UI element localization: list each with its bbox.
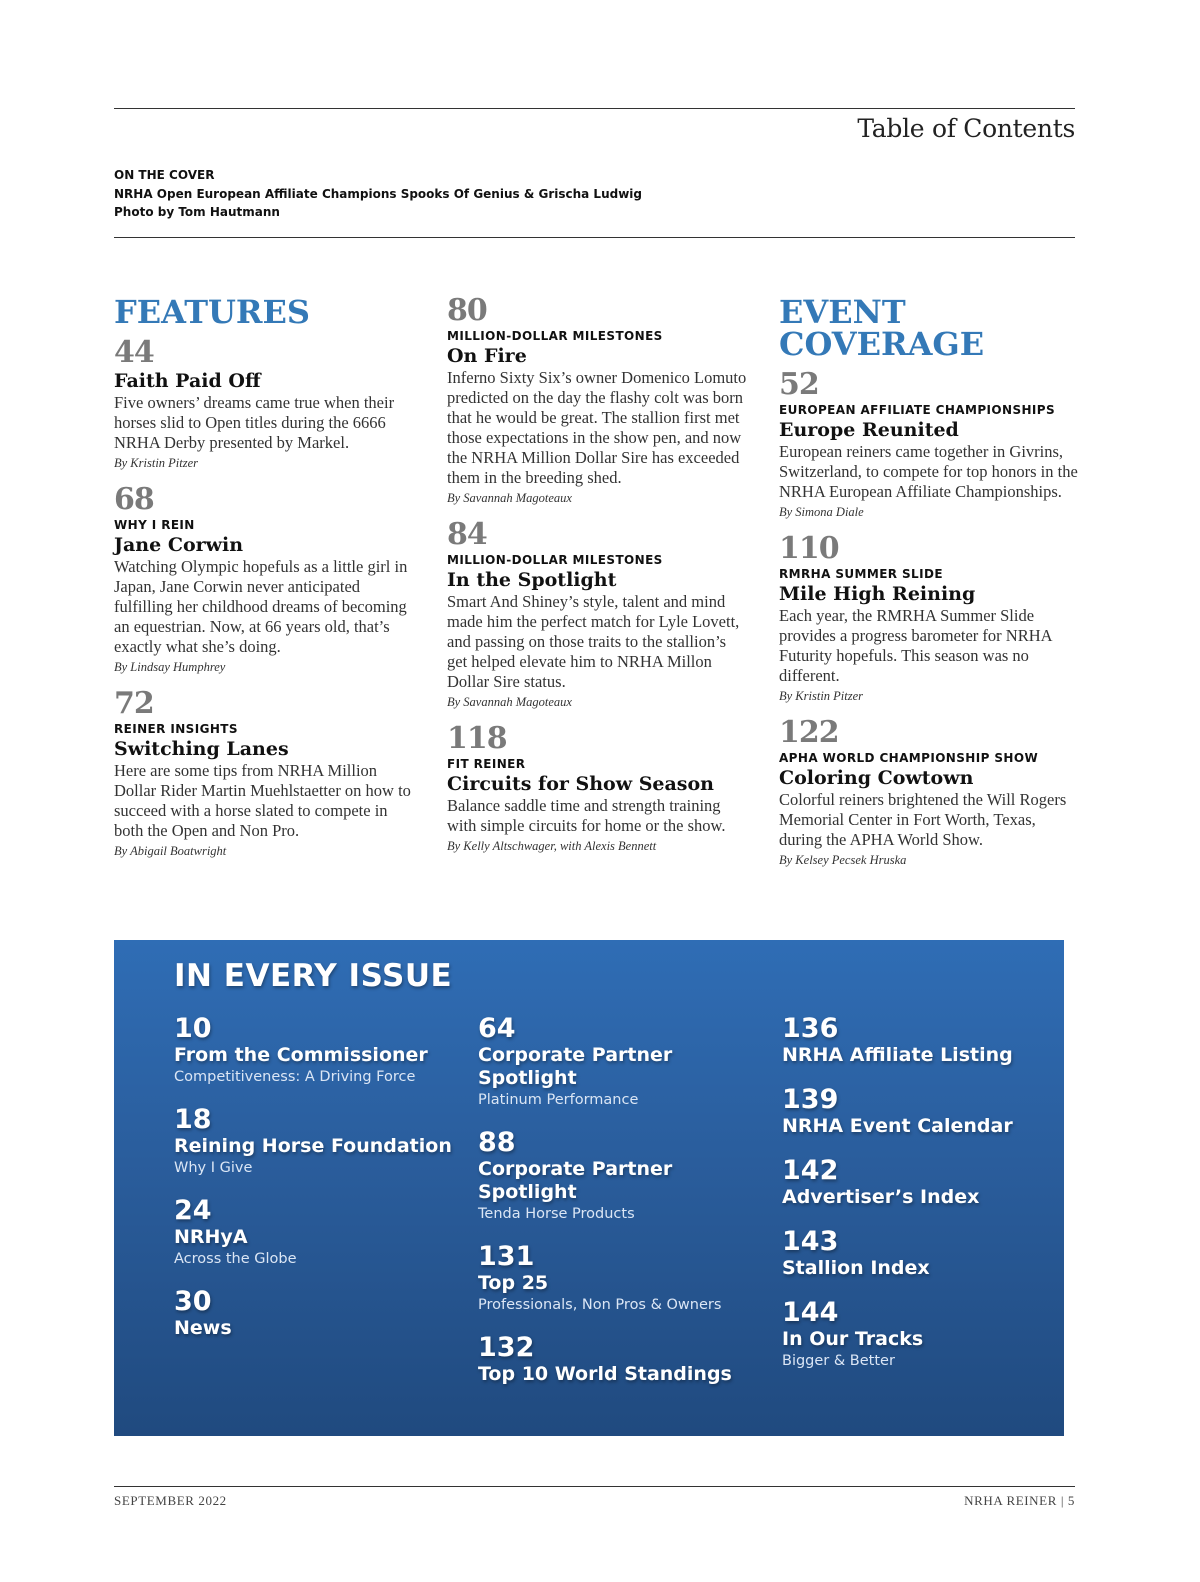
issue-item[interactable]: [782, 1156, 1082, 1209]
page-title: Table of Contents: [857, 114, 1075, 143]
in-every-issue-column-1: [174, 1014, 474, 1358]
issue-item[interactable]: [478, 1242, 778, 1315]
issue-item[interactable]: [174, 1014, 474, 1087]
in-every-issue-column-2: [478, 1014, 778, 1404]
article-title: Faith Paid Off: [114, 370, 261, 392]
issue-page-number: 132: [478, 1332, 535, 1363]
issue-subtitle: Professionals, Non Pros & Owners: [478, 1297, 722, 1313]
article-page-number: 84: [447, 517, 487, 552]
issue-title: News: [174, 1317, 232, 1339]
issue-item[interactable]: [174, 1196, 474, 1269]
issue-title: Advertiser’s Index: [782, 1186, 980, 1208]
features-heading: FEATURES: [114, 293, 310, 331]
issue-title: Corporate Partner Spotlight: [478, 1158, 673, 1203]
article-page-number: 52: [779, 367, 819, 402]
event-coverage-heading-line2: COVERAGE: [779, 325, 985, 363]
article-page-number: 80: [447, 293, 487, 328]
issue-item[interactable]: [478, 1128, 778, 1224]
article-kicker: MILLION-DOLLAR MILESTONES: [447, 329, 663, 343]
issue-subtitle: Across the Globe: [174, 1251, 297, 1267]
issue-title: Reining Horse Foundation: [174, 1135, 452, 1157]
footer-date: SEPTEMBER 2022: [114, 1493, 227, 1508]
issue-item[interactable]: [782, 1014, 1082, 1067]
article-jane-corwin[interactable]: [114, 482, 414, 675]
article-byline: By Abigail Boatwright: [114, 844, 227, 858]
issue-subtitle: Bigger & Better: [782, 1353, 895, 1369]
header-bottom-rule: [114, 237, 1075, 238]
issue-title: Corporate Partner Spotlight: [478, 1044, 673, 1089]
article-description: Inferno Sixty Six’s owner Domenico Lomuto predicted on the day the flashy colt was born that he would be great. The stallion first met those expectations in the show pen, and now the NRHA Million Dollar Sire has exceeded them in the breeding shed.: [447, 368, 747, 487]
issue-item[interactable]: [478, 1014, 778, 1110]
issue-page-number: 139: [782, 1084, 839, 1115]
article-byline: By Savannah Magoteaux: [447, 695, 572, 709]
article-byline: By Kristin Pitzer: [114, 456, 199, 470]
event-coverage-heading: [779, 293, 1079, 363]
article-kicker: MILLION-DOLLAR MILESTONES: [447, 553, 663, 567]
issue-page-number: 144: [782, 1297, 839, 1328]
article-kicker: EUROPEAN AFFILIATE CHAMPIONSHIPS: [779, 403, 1056, 417]
article-page-number: 68: [114, 482, 154, 517]
issue-title: NRHyA: [174, 1226, 248, 1248]
article-description: Each year, the RMRHA Summer Slide provides a progress barometer for NRHA Futurity hopefuls. This season was no different.: [779, 606, 1052, 685]
article-kicker: FIT REINER: [447, 757, 526, 771]
issue-page-number: 142: [782, 1155, 839, 1186]
cover-info: [114, 166, 642, 222]
issue-subtitle: Competitiveness: A Driving Force: [174, 1069, 416, 1085]
article-faith-paid-off[interactable]: [114, 335, 414, 471]
article-byline: By Savannah Magoteaux: [447, 491, 572, 505]
issue-title: Stallion Index: [782, 1257, 930, 1279]
event-coverage-heading-line1: EVENT: [779, 293, 906, 331]
article-byline: By Kristin Pitzer: [779, 689, 864, 703]
issue-page-number: 143: [782, 1226, 839, 1257]
top-rule: [114, 108, 1075, 109]
issue-page-number: 136: [782, 1013, 839, 1044]
cover-credit: Photo by Tom Hautmann: [114, 205, 280, 219]
issue-page-number: 64: [478, 1013, 516, 1044]
middle-column: [447, 293, 747, 868]
article-title: In the Spotlight: [447, 569, 617, 591]
issue-subtitle: Tenda Horse Products: [478, 1206, 635, 1222]
issue-page-number: 10: [174, 1013, 212, 1044]
issue-title: From the Commissioner: [174, 1044, 428, 1066]
in-every-issue-heading: IN EVERY ISSUE: [174, 958, 453, 994]
issue-title: NRHA Affiliate Listing: [782, 1044, 1013, 1066]
cover-label: ON THE COVER: [114, 168, 215, 182]
footer-rule: [114, 1486, 1075, 1487]
article-description: Here are some tips from NRHA Million Dollar Rider Martin Muehlstaetter on how to succeed with a horse slated to compete in both the Open and Non Pro.: [114, 761, 411, 840]
article-title: On Fire: [447, 345, 527, 367]
issue-title: In Our Tracks: [782, 1328, 924, 1350]
issue-title: NRHA Event Calendar: [782, 1115, 1013, 1137]
article-page-number: 122: [779, 715, 839, 750]
article-description: Colorful reiners brightened the Will Rogers Memorial Center in Fort Worth, Texas, during the APHA World Show.: [779, 790, 1067, 849]
article-byline: By Simona Diale: [779, 505, 864, 519]
article-description: Watching Olympic hopefuls as a little girl in Japan, Jane Corwin never anticipated fulfilling her childhood dreams of becoming an equestrian. Now, at 66 years old, that’s exactly what she’s doing.: [114, 557, 408, 656]
article-page-number: 72: [114, 686, 154, 721]
cover-caption: NRHA Open European Affiliate Champions Spooks Of Genius & Grischa Ludwig: [114, 186, 642, 201]
article-coloring-cowtown[interactable]: [779, 715, 1079, 868]
issue-page-number: 24: [174, 1195, 212, 1226]
article-on-fire[interactable]: [447, 293, 747, 506]
article-byline: By Kelly Altschwager, with Alexis Bennett: [447, 839, 657, 853]
issue-item[interactable]: [478, 1333, 778, 1386]
article-in-the-spotlight[interactable]: [447, 517, 747, 710]
article-circuits-for-show-season[interactable]: [447, 721, 747, 854]
article-europe-reunited[interactable]: [779, 367, 1079, 520]
event-coverage-column: [779, 293, 1079, 882]
issue-subtitle: Why I Give: [174, 1160, 253, 1176]
issue-title: Top 25: [478, 1272, 549, 1294]
issue-item[interactable]: [782, 1085, 1082, 1138]
article-description: Balance saddle time and strength training with simple circuits for home or the show.: [447, 796, 726, 835]
article-title: Switching Lanes: [114, 738, 289, 760]
features-column: [114, 293, 414, 873]
article-description: Five owners’ dreams came true when their horses slid to Open titles during the 6666 NRHA Derby presented by Markel.: [114, 393, 395, 452]
footer-publication: NRHA REINER | 5: [964, 1493, 1075, 1508]
article-kicker: WHY I REIN: [114, 518, 195, 532]
article-mile-high-reining[interactable]: [779, 531, 1079, 704]
article-kicker: APHA WORLD CHAMPIONSHIP SHOW: [779, 751, 1039, 765]
issue-page-number: 88: [478, 1127, 516, 1158]
in-every-issue-panel: [114, 940, 1064, 1436]
article-kicker: RMRHA SUMMER SLIDE: [779, 567, 943, 581]
article-page-number: 110: [779, 531, 839, 566]
issue-title: Top 10 World Standings: [478, 1363, 732, 1385]
article-byline: By Lindsay Humphrey: [114, 660, 226, 674]
issue-page-number: 131: [478, 1241, 535, 1272]
issue-page-number: 30: [174, 1286, 212, 1317]
article-title: Europe Reunited: [779, 419, 959, 441]
article-title: Circuits for Show Season: [447, 773, 714, 795]
issue-item[interactable]: [782, 1227, 1082, 1280]
article-title: Jane Corwin: [114, 534, 244, 556]
issue-item[interactable]: [174, 1105, 474, 1178]
article-page-number: 118: [447, 721, 507, 756]
issue-subtitle: Platinum Performance: [478, 1092, 639, 1108]
in-every-issue-column-3: [782, 1014, 1082, 1389]
article-title: Coloring Cowtown: [779, 767, 974, 789]
article-kicker: REINER INSIGHTS: [114, 722, 238, 736]
issue-page-number: 18: [174, 1104, 212, 1135]
article-switching-lanes[interactable]: [114, 686, 414, 859]
issue-item[interactable]: [782, 1298, 1082, 1371]
issue-item[interactable]: [174, 1287, 474, 1340]
article-description: Smart And Shiney’s style, talent and mind made him the perfect match for Lyle Lovett, and passing on those traits to the stallion’s get helped elevate him to NRHA Millon Dollar Sire status.: [447, 592, 740, 691]
article-byline: By Kelsey Pecsek Hruska: [779, 853, 907, 867]
article-title: Mile High Reining: [779, 583, 976, 605]
article-description: European reiners came together in Givrins, Switzerland, to compete for top honors in the NRHA European Affiliate Championships.: [779, 442, 1078, 501]
article-page-number: 44: [114, 335, 154, 370]
